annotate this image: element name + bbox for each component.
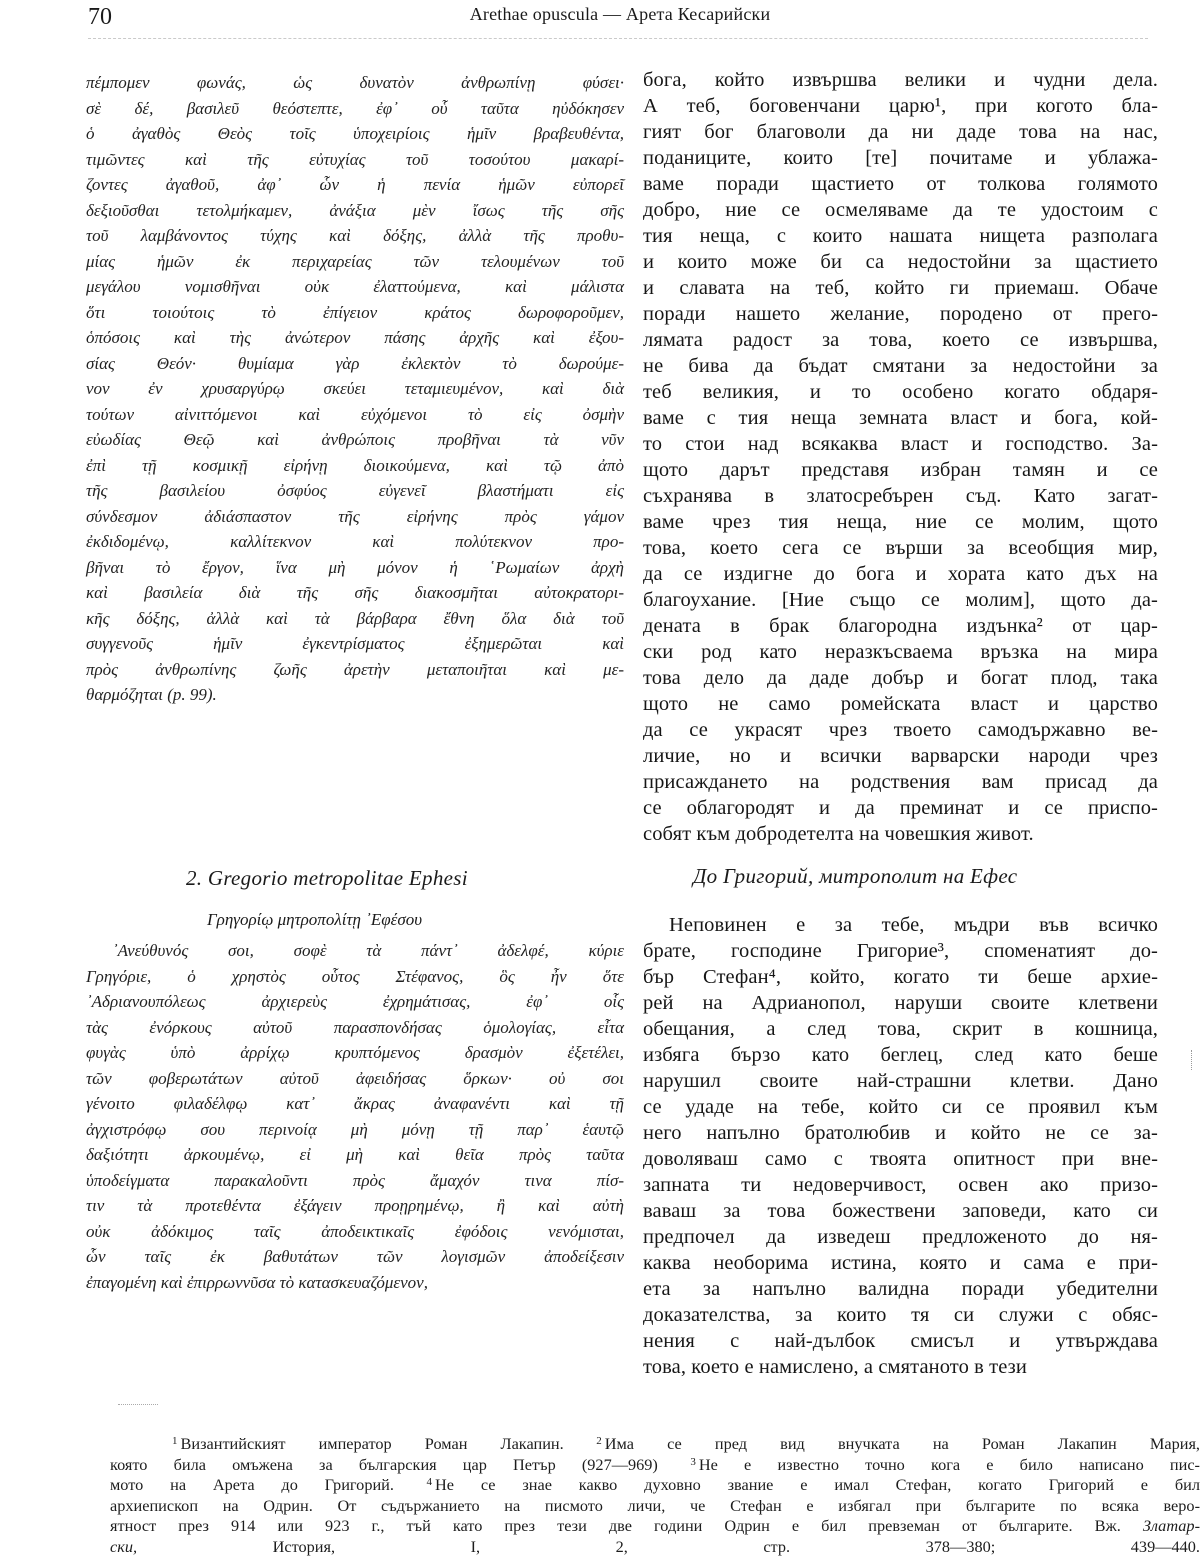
footnote-line <box>110 1516 1200 1537</box>
text-line: ζοντες ἀγαθοῦ, ἀφ᾽ ὧν ἡ πενία ἡμῶν εὐπορεῖ <box>86 175 624 194</box>
text-line: се удаде на тебе, който си се проявил към <box>643 1096 1158 1118</box>
footnote-line <box>110 1434 1200 1455</box>
text-line: ваме чрез тия неща, ние се молим, щото <box>643 511 1158 533</box>
text-line: μίας ἡμῶν ἐκ περιχαρείας τῶν τελουμένων τοῦ <box>86 251 624 271</box>
greek-text-section-2 <box>86 938 624 1295</box>
text-line: то стои над всякаква власт и господство. За- <box>643 433 1158 455</box>
text-line: запната ти недоверчивост, освен ако призо- <box>643 1174 1158 1196</box>
text-line: πέμπομεν φωνάς, ὡς δυνατὸν ἀνθρωπίνῃ φύσει· <box>86 73 624 92</box>
text-line: теб великия, и то особено когато обдаря- <box>643 381 1158 403</box>
footnote-citation: Златар- <box>1142 1516 1200 1535</box>
text-line: благоухание. [Ние също се молим], щото да- <box>643 589 1158 611</box>
text-line: ᾽Ανεύθυνός σοι, σοφὲ τὰ πάντ᾽ ἀδελφέ, κύριε <box>112 941 624 960</box>
text-line: συγγενοῦς ἡμῖν ἐγκεντρίσματος ἐξημερῶται καὶ <box>86 634 624 653</box>
text-line: поданиците, които [те] почитаме и ублажа- <box>643 147 1158 169</box>
text-line: присаждането на родствения вам присад да <box>643 771 1158 793</box>
text-line: да се издигне до бога и хората като дъх на <box>643 563 1158 585</box>
text-line: θαρμόζηται (p. 99). <box>86 685 217 704</box>
space <box>394 1475 427 1494</box>
greek-letter-title: Γρηγορίῳ μητροπολίτῃ ᾽Εφέσου <box>207 910 423 929</box>
text-line: ἐπαγομένη καὶ ἐπιρρωννῦσα τὸ κατασκευαζόμενον, <box>86 1272 428 1292</box>
text-line: дената в брак благородна издънка² от цар- <box>643 615 1158 637</box>
text-line: σίας Θεόν· θυμίαμα γὰρ ἐκλεκτὸν τὸ δωρούμε- <box>86 353 624 373</box>
text-line: поради нашето желание, породено от прего- <box>643 303 1158 325</box>
text-line: Γρηγόριε, ὁ χρηστὸς οὗτος Στέφανος, ὃς ἦν ὅτε <box>86 966 624 986</box>
text-line: ваваш за това божествени заповеди, като си <box>643 1200 1158 1222</box>
bulgarian-section-heading: До Григорий, митрополит на Ефес <box>693 864 1018 888</box>
text-line: щото не само ромейската власт и царство <box>643 693 1158 715</box>
page-number: 70 <box>88 4 112 30</box>
text-line: нения с най-дълбок смисъл и утвърждава <box>643 1330 1158 1352</box>
text-line: доволяваш само с твоята опитност при вне- <box>643 1148 1158 1170</box>
text-line: рей на Адрианопол, наруши своите клетвени <box>643 992 1158 1014</box>
footnote-text: Има се пред вид внучката на Роман Лакапин Мария, <box>604 1434 1200 1453</box>
text-line: εὐωδίας Θεῷ καὶ ἀνθρώποις προβῆναι τὰ νῦν <box>86 430 624 449</box>
text-line: τοῦ λαμβάνοντος τύχης καὶ δόξης, ἀλλὰ τῆς προθυ- <box>86 226 624 245</box>
text-line: ἐπὶ τῇ κοσμικῇ εἰρήνῃ διοικούμενα, καὶ τῷ ἀπὸ <box>86 455 624 475</box>
text-line: τιν τὰ προτεθέντα ἐξάγειν προῃρημένῳ, ἢ καὶ αὐτὴ <box>86 1196 624 1215</box>
text-line: гият бог благоволи да ни даде това на нас, <box>643 121 1158 143</box>
text-line: това дело да даде добър и богат плод, така <box>643 667 1158 689</box>
footnote-text: Не се знае какво духовно звание е имал Стефан, когато Григорий е бил <box>435 1475 1200 1494</box>
text-line: ὁπόσοις καὶ τὴς ἀνώτερον πάσης ἀρχῆς καὶ ἐξου- <box>86 328 624 347</box>
scan-margin-specks <box>1191 1050 1196 1070</box>
text-line: τιμῶντες καὶ τῆς εὐτυχίας τοῦ τοσούτου μακαρί- <box>86 149 624 169</box>
space <box>1121 1516 1143 1535</box>
text-line: не бива да бъдат смятани за недостойни за <box>643 355 1158 377</box>
text-line: ета за напълно валидна поради убедителни <box>643 1278 1158 1300</box>
text-line: τῆς βασιλείου ὀσφύος εὐγενεῖ βλαστήματι εἰς <box>86 481 624 500</box>
footnote-marker: 2 <box>596 1435 602 1447</box>
text-line: щото дарът представя избран тамян и се <box>643 459 1158 481</box>
text-line: τὰς ἐνόρκους αὐτοῦ παρασπονδήσας ὁμολογίας, εἶτα <box>86 1017 624 1037</box>
space <box>564 1434 597 1453</box>
space <box>137 1537 273 1556</box>
footnote-text: която била омъжена за българския цар Петър (927—969) <box>110 1454 658 1474</box>
text-line: ὧν ταῖς ἐκ βαθυτάτων τῶν λογισμῶν ἀποδείξεσιν <box>86 1247 624 1266</box>
footnote-line <box>110 1455 1200 1476</box>
text-line: σύνδεσμον ἀδιάσπαστον τῆς εἰρήνης πρὸς γάμον <box>86 506 624 526</box>
text-line: и славата на теб, който ги приемаш. Обаче <box>643 277 1158 299</box>
text-line: κῆς δόξης, ἀλλὰ καὶ τὰ βάρβαρα ἔθνη ὅλα διὰ τοῦ <box>86 608 624 628</box>
text-line: нарушил своите най-страшни клетви. Дано <box>643 1070 1158 1092</box>
text-line: брате, господине Григорие³, споменатият до- <box>643 940 1158 962</box>
running-head: Arethae opuscula — Арета Кесарийски <box>469 4 771 24</box>
greek-text-section-1 <box>86 70 624 708</box>
text-line: бога, който извършва велики и чудни дела. <box>643 69 1158 91</box>
footnote-marker: 4 <box>426 1476 433 1488</box>
text-line: съхранява в златосребърен съд. Като загат- <box>643 485 1158 507</box>
text-line: τῶν φοβερωτάτων αὐτοῦ ἀφειδήσας ὅρκων· οὐ σοι <box>86 1068 624 1088</box>
footnote-text: мото на Арета до Григорий. <box>110 1475 394 1494</box>
text-line: бър Стефан⁴, който, когато ти беше архие- <box>643 966 1158 988</box>
footnote-line <box>110 1537 1200 1558</box>
text-line: νον ἐν χρυσαργύρῳ σκεύει τεταμιευμένον, καὶ διὰ <box>86 379 624 398</box>
text-line: ваме с тия неща земната власт и бога, кой- <box>643 407 1158 429</box>
text-line: Неповинен е за тебе, мъдри във всичко <box>669 914 1158 936</box>
text-line: А теб, боговенчани царю¹, при когото бла- <box>643 95 1158 117</box>
footnote-line <box>110 1496 1200 1517</box>
text-line: τούτων αἰνιττόμενοι καὶ εὐχόμενοι τὸ εἰς ὀσμὴν <box>86 404 624 424</box>
space <box>658 1455 691 1474</box>
text-line: σὲ δέ, βασιλεῦ θεόστεπτε, ἐφ᾽ οὗ ταῦτα ηὐδόκησεν <box>86 98 624 118</box>
text-line: καὶ βασιλεία διὰ τῆς σῆς διακοσμῆται αὐτοκρατορι- <box>86 583 624 602</box>
text-line: избяга бързо като беглец, след като беше <box>643 1044 1158 1066</box>
bulgarian-text-section-1 <box>643 67 1158 847</box>
text-line: ᾽Αδριανουπόλεως ἀρχιερεὺς ἐχρημάτισας, ἐφ᾽ οἷς <box>86 992 624 1011</box>
text-line: ἐκδιδομένῳ, καλλίτεκνον καὶ πολύτεκνον προ- <box>86 532 624 551</box>
text-line: ὁ ἀγαθὸς Θεὸς τοῖς ὑποχειρίοις ἡμῖν βραβευθέντα, <box>86 124 624 143</box>
text-line: личие, но и всички варварски народи чрез <box>643 745 1158 767</box>
footnote-text: архиепископ на Одрин. От съдържанието на писмото личи, че Стефан е избягал при българите по всяка веро- <box>110 1495 1200 1515</box>
text-line: πρὸς ἀνθρωπίνης ζωῆς ἀρετὴν μεταποιῆται καὶ με- <box>86 659 624 679</box>
text-line: добро, ние се осмеляваме да те удостоим с <box>643 199 1158 221</box>
text-line: обещания, а след това, скрит в кошница, <box>643 1018 1158 1040</box>
text-line: предпочел да изведеш предложеното до ня- <box>643 1226 1158 1248</box>
footnote-text: ятност през 914 или 923 г., тъй като през тези две години Одрин е бил превземан от българите. Вж. <box>110 1516 1121 1535</box>
text-line: οὐκ ἀδόκιμος ταῖς ἀποδεικτικαῖς ἐφόδοις νενόμισται, <box>86 1221 624 1241</box>
text-line: каква необорима истина, която и сама е при- <box>643 1252 1158 1274</box>
text-line: ὑποδείγματα παρακαλοῦντι πρὸς ἄμαχόν τινα πίσ- <box>86 1170 624 1190</box>
text-line: γένοιτο φιλαδέλφῳ κατ᾽ ἄκρας ἀναφανέντι καὶ τῇ <box>86 1094 624 1113</box>
bulgarian-text-section-2 <box>643 912 1158 1380</box>
text-line: това, което е намислено, а смятаното в тези <box>643 1356 1027 1378</box>
text-line: това, което сега се върши за всеобщия мир, <box>643 537 1158 559</box>
latin-section-heading: 2. Gregorio metropolitae Ephesi <box>186 866 468 890</box>
text-line: доказателства, за които тя си служи с обяс- <box>643 1304 1158 1326</box>
text-line: βῆναι τὸ ἔργον, ἵνα μὴ μόνον ἡ ῾Ρωμαίων ἀρχὴ <box>86 557 624 577</box>
footnote-citation: ски, <box>110 1536 138 1556</box>
text-line: δεξιοῦσθαι τετολμήκαμεν, ἀνάξια μὲν ἴσως τῆς σῆς <box>86 200 624 220</box>
footnote-marker: 1 <box>172 1435 178 1447</box>
text-line: да се украсят чрез твоето самодържавно ве- <box>643 719 1158 741</box>
text-line: ὅτι τοιούτοις τὸ ἐπίγειον κράτος δωροφοροῦμεν, <box>86 302 624 322</box>
text-line: ваме поради щастието от толкова голямото <box>643 173 1158 195</box>
text-line: се облагородят и да преминат и се приспо- <box>643 797 1158 819</box>
footnote-text: Византийският император Роман Лакапин. <box>180 1434 564 1453</box>
text-line: ἀγχιστρόφῳ σου περινοίᾳ μὴ μόνῃ τῇ παρ᾽ ἑαυτῷ <box>86 1119 624 1139</box>
text-line: тия неща, с които нашата нищета разполага <box>643 225 1158 247</box>
text-line: ски род като неразкъсваема връзка на мира <box>643 641 1158 663</box>
footnote-text: Не е известно точно кога е било написано пис- <box>698 1454 1200 1474</box>
header-rule <box>88 38 1148 39</box>
footnote-separator <box>118 1404 158 1405</box>
footnote-marker: 3 <box>690 1455 696 1468</box>
text-line: φυγὰς ὑπὸ ἀρρίχῳ κρυπτόμενος δρασμὸν ἐξετέλει, <box>86 1043 624 1062</box>
text-line: μεγάλου νομισθῆναι οὐκ ἐλαττούμενα, καὶ μάλιστα <box>86 277 624 296</box>
text-line: и които може би са недостойни за щастието <box>643 251 1158 273</box>
text-line: лямата радост за това, което се извършва, <box>643 329 1158 351</box>
footnotes <box>110 1434 1200 1557</box>
text-line: собят към добродетелта на човешкия живот. <box>643 823 1034 845</box>
footnote-text: История, I, 2, стр. 378—380; 439—440. <box>272 1536 1200 1556</box>
text-line: него напълно братолюбив и който не се за- <box>643 1122 1158 1144</box>
footnote-line <box>110 1475 1200 1496</box>
text-line: δαξιότητι ἀρκουμένῳ, εἰ μὴ καὶ θεῖα πρὸς ταῦτα <box>86 1145 624 1164</box>
